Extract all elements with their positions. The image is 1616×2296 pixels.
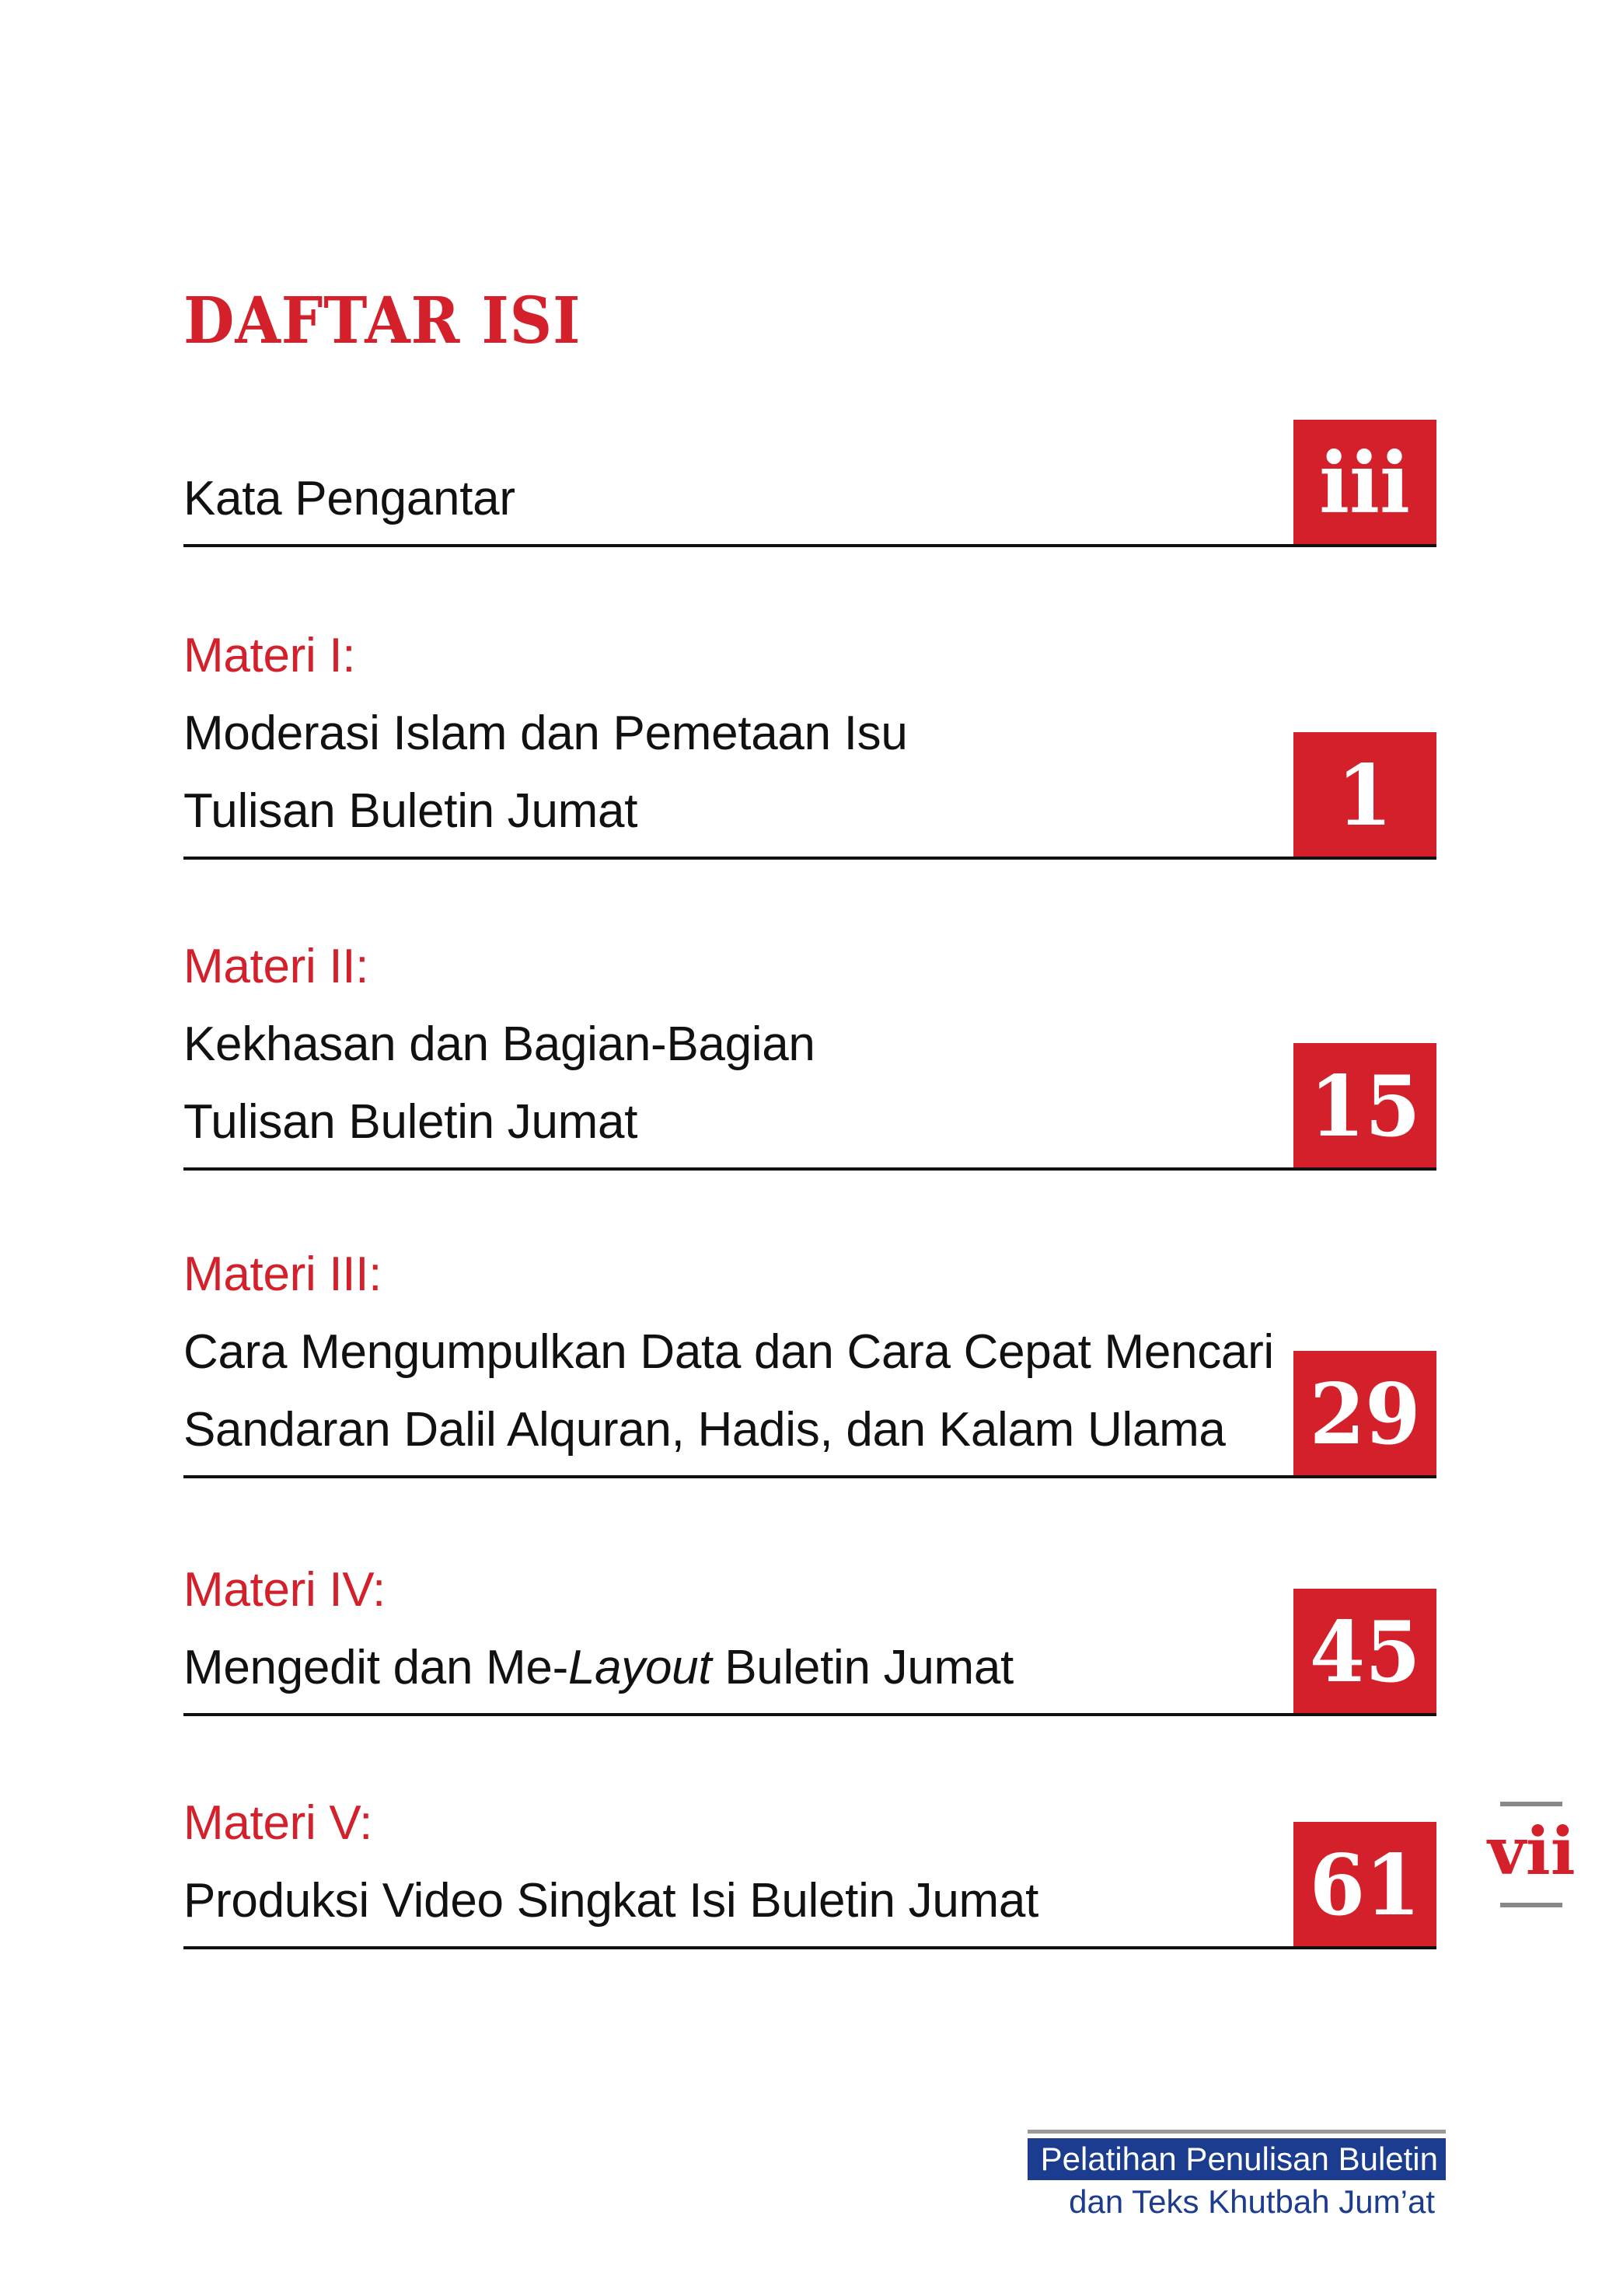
toc-entry-title-line: Tulisan Buletin Jumat xyxy=(183,784,638,838)
toc-entry-label: Materi III: xyxy=(183,1247,382,1301)
title-italic-text: Layout xyxy=(567,1641,712,1694)
footer-book-title xyxy=(1028,2130,1446,2224)
page-number: 29 xyxy=(1309,1366,1421,1464)
toc-entry-title-line: Cara Mengumpulkan Data dan Cara Cepat Mencari xyxy=(183,1325,1274,1379)
page-number: iii xyxy=(1319,434,1411,532)
toc-entry-materi-2[interactable] xyxy=(183,939,1436,1171)
toc-entry-kata-pengantar[interactable] xyxy=(183,417,1436,547)
page-indicator-top-bar xyxy=(1500,1802,1562,1806)
page-number-box xyxy=(1293,1351,1436,1478)
footer-line-1: Pelatihan Penulisan Buletin xyxy=(1028,2138,1446,2180)
page-number-box xyxy=(1293,420,1436,547)
title-text: Buletin Jumat xyxy=(711,1641,1014,1694)
toc-entry-label: Materi II: xyxy=(183,940,369,993)
page-number-box xyxy=(1293,732,1436,860)
toc-entry-label: Materi IV: xyxy=(183,1563,386,1617)
footer-rule xyxy=(1028,2130,1446,2134)
title-text: Mengedit dan Me- xyxy=(183,1641,568,1694)
toc-entry-materi-5[interactable] xyxy=(183,1792,1436,1949)
toc-entry-label: Materi I: xyxy=(183,629,356,682)
toc-entry-title-line xyxy=(183,1629,1014,1707)
page-indicator-bottom-bar xyxy=(1500,1903,1562,1907)
entry-underline xyxy=(183,857,1436,860)
page-number-box xyxy=(1293,1043,1436,1171)
current-page-number: vii xyxy=(1488,1813,1576,1889)
entry-underline xyxy=(183,1475,1436,1478)
entry-underline xyxy=(183,1946,1436,1949)
entry-underline xyxy=(183,1713,1436,1716)
toc-entry-title-line: Kekhasan dan Bagian-Bagian xyxy=(183,1017,815,1071)
toc-entry-title-line: Tulisan Buletin Jumat xyxy=(183,1095,638,1149)
toc-entry-label: Materi V: xyxy=(183,1796,373,1850)
toc-entry-materi-1[interactable] xyxy=(183,628,1436,860)
page-number-box xyxy=(1293,1822,1436,1949)
current-page-indicator xyxy=(1488,1802,1575,1907)
toc-entry-title-line: Sandaran Dalil Alquran, Hadis, dan Kalam Ulama xyxy=(183,1403,1226,1457)
toc-entry-materi-3[interactable] xyxy=(183,1247,1436,1478)
page-number: 15 xyxy=(1309,1058,1421,1156)
toc-entry-title-line: Moderasi Islam dan Pemetaan Isu xyxy=(183,707,908,760)
toc-entry-title-line: Produksi Video Singkat Isi Buletin Jumat xyxy=(183,1874,1039,1928)
entry-underline xyxy=(183,544,1436,547)
toc-entry-materi-4[interactable] xyxy=(183,1559,1436,1716)
entry-underline xyxy=(183,1167,1436,1171)
page-number: 1 xyxy=(1337,747,1393,845)
page-number: 45 xyxy=(1309,1603,1421,1701)
page-title: DAFTAR ISI xyxy=(183,284,581,358)
page-number: 61 xyxy=(1309,1837,1421,1935)
footer-line-2: dan Teks Khutbah Jum’at xyxy=(1069,2183,1435,2220)
page-number-box xyxy=(1293,1589,1436,1716)
toc-entry-title-line: Kata Pengantar xyxy=(183,472,515,525)
